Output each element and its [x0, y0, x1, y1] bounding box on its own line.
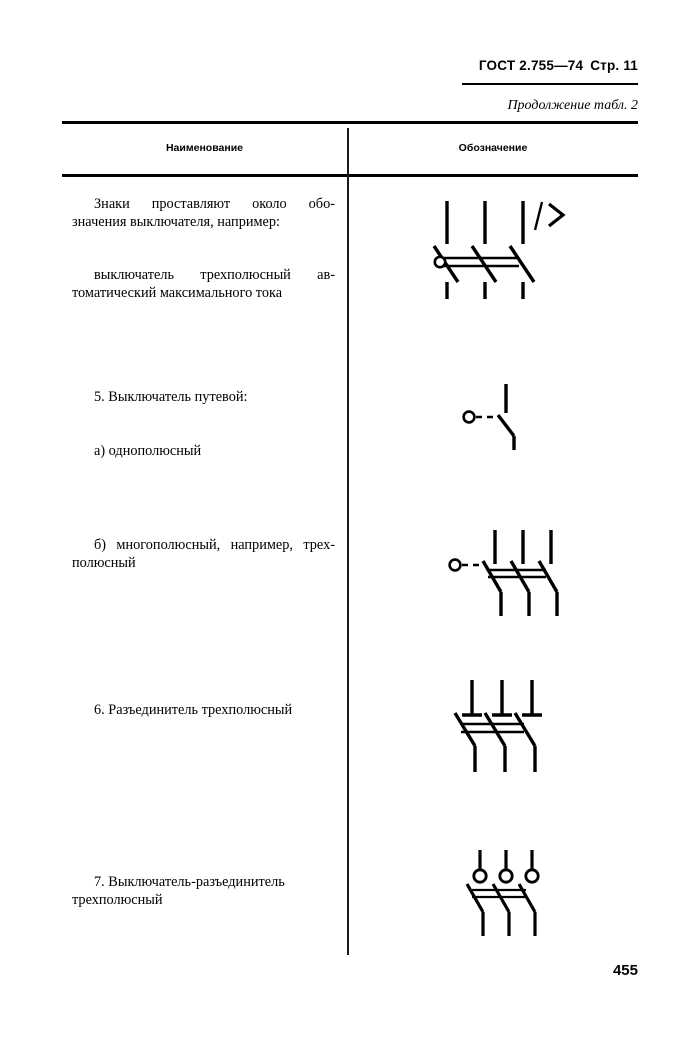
table-top-border — [62, 121, 638, 124]
symbol-three-pole-automatic-max-current-breaker — [430, 196, 580, 301]
row-text-line: 5. Выключатель путевой: — [94, 389, 248, 405]
column-header-name: Наименование — [165, 142, 244, 154]
table-row — [72, 196, 335, 302]
row-text-line: полюсный — [72, 554, 136, 571]
table-row — [72, 389, 335, 460]
table-continuation-note: Продолжение табл. 2 — [507, 98, 638, 113]
fixed-contact-circle-icon — [500, 870, 512, 882]
table-row — [72, 537, 335, 572]
actuator-circle-icon — [464, 412, 475, 423]
standard-label: ГОСТ — [478, 58, 516, 73]
column-header-symbol: Обозначение — [458, 142, 528, 154]
row-text-line: Знаки проставляют около обо- — [94, 196, 335, 212]
symbol-single-pole-limit-switch — [462, 382, 542, 452]
page-label: Стр. — [590, 58, 620, 73]
page-number: 11 — [623, 58, 638, 73]
actuator-circle-icon — [450, 560, 461, 571]
symbol-three-pole-switch-disconnector — [462, 848, 572, 940]
row-text-line: трехполюсный — [72, 891, 163, 908]
row-text-line: а) однополюсный — [94, 442, 202, 459]
table-header-border — [62, 174, 638, 177]
header-underline — [462, 83, 638, 85]
standard-reference — [462, 58, 638, 73]
fixed-contact-circle-icon — [474, 870, 486, 882]
table-column-divider — [347, 128, 349, 955]
symbol-three-pole-limit-switch — [448, 520, 583, 620]
row-text-line: выключатель трехполюсный ав- — [94, 267, 335, 283]
page-folio: 455 — [612, 962, 638, 979]
row-text-line: значения выключателя, например: — [72, 213, 281, 230]
table-row — [72, 874, 335, 909]
page-header — [462, 58, 638, 73]
row-text-line: 7. Выключатель-разъединитель — [94, 874, 285, 890]
linkage-pivot-icon — [435, 257, 445, 267]
symbol-three-pole-disconnector — [452, 676, 582, 776]
row-text-line: 6. Разъединитель трехполюсный — [94, 702, 293, 718]
standard-number: 2.755—74 — [519, 58, 584, 73]
table-row — [72, 702, 335, 720]
row-text-line: томатический максимального тока — [72, 284, 283, 301]
fixed-contact-circle-icon — [526, 870, 538, 882]
row-text-line: б) многополюсный, например, трех- — [94, 537, 335, 553]
